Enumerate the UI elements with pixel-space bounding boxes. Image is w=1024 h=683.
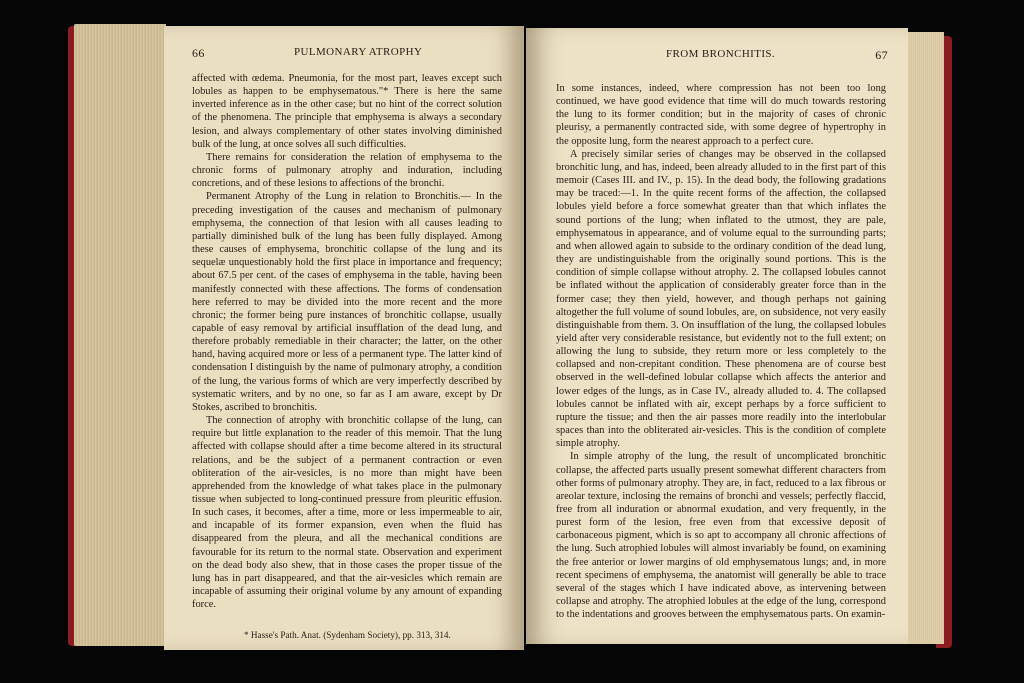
page-edges-right	[906, 32, 944, 644]
running-head: FROM BRONCHITIS.	[666, 48, 776, 60]
page-number: 66	[192, 46, 205, 60]
footnote: * Hasse's Path. Anat. (Sydenham Society), pp. 313, 314.	[244, 630, 451, 640]
page-body	[556, 82, 886, 621]
left-page	[164, 26, 524, 650]
open-book	[64, 18, 958, 658]
paragraph: affected with œdema. Pneumonia, for the most part, leaves except such lobules as happen to be emphysematous."* There is here the same inverted inference as in the other case; but no hint of the correct solution of the phenomena. The principle that emphysema is always a secondary lesion, and always complementary of other states involving diminished bulk of the lung, at once solves all such difficulties.	[192, 73, 502, 150]
page-number: 67	[875, 48, 888, 62]
page-edges-left	[74, 24, 166, 646]
paragraph: In simple atrophy of the lung, the result of uncomplicated bronchitic collapse, the affected parts usually present somewhat different characters from other forms of pulmonary atrophy. They are, in fact, reduced to a lax fibrous or areolar texture, inclosing the remains of bronchi and vessels; perfectly flaccid, free from all induration or abnormal exudation, and very frequently, in the purest form of the lesion, free even from that excessive deposit of carbonaceous pigment, which is so apt to accompany all chronic affections of the lung. Such atrophied lobules will almost invariably be found, on examining the free anterior or lower margins of old emphysematous lungs; and, in more recent specimens of emphysema, the anatomist will generally be able to trace several of the stages which I have indicated above, as intervening between collapse and atrophy. The atrophied lobules at the edge of the lung, correspond to the indentations and grooves between the emphysematous parts. On examin-	[556, 451, 886, 621]
right-page	[526, 28, 908, 644]
paragraph: In some instances, indeed, where compression has not been too long continued, we have good evidence that time will do much towards restoring the lung to its former condition; but in the majority of cases of chronic pleurisy, a permanently contracted side, with some degree of hypertrophy in the opposite lung, form the nearest approach to a perfect cure.	[556, 83, 886, 147]
paragraph: The connection of atrophy with bronchitic collapse of the lung, can require but little explanation to the reader of this memoir. That the lung affected with collapse should after a time become altered in its structural relations, and be the subject of a permanent contraction or even obliteration of the air-vesicles, is no more than might have been apprehended from the knowledge of what takes place in the pulmonary tissue when subjected to long-continued pressure from pleuritic effusion. In such cases, it becomes, after a time, more or less impermeable to air, and incapable of its former expansion, even when the fluid has disappeared from the pleura, and all the mechanical conditions are favourable for its return to the normal state. Observation and experiment on the dead body also shew, that in those cases the proper tissue of the lung has in part disappeared, and that the air-vesicles which remain are incapable of assuming their original volume by any amount of expanding force.	[192, 415, 502, 611]
paragraph: A precisely similar series of changes may be observed in the collapsed bronchitic lung, and has, indeed, been already alluded to in the first part of this memoir (Cases III. and IV., p. 15). In the dead body, the following gradations may be traced:—1. In the quite recent forms of the affection, the collapsed lobules yield before a force somewhat greater than that which inflates the sound portions of the lung; when inflated to the utmost, they are pale, emphysematous in appearance, and of volume equal to the surrounding parts; and when allowed again to subside to the ordinary condition of the dead lung, they are undistinguishable from the originally sound portions. This is the condition of simple collapse without atrophy. 2. The collapsed lobules cannot be inflated without the application of considerably greater force than in the former case; they then yield, however, and though perhaps not gaining altogether the full volume of sound lobules, are, on subsidence, not very easily distinguishable from them. 3. On insufflation of the lung, the collapsed lobules yield after very considerable resistance, but evidently not to the full extent; on allowing the lung to subside, they return more or less completely to the collapsed and non-crepitant condition. These phenomena are of course best observed in the well-defined lobular collapse which affects the anterior and lower edges of the lungs, as in Case IV., already alluded to. 4. The collapsed lobules cannot be inflated with air, except perhaps by a force sufficient to rupture the tissue; and then the air passes more readily into the interlobular spaces than into the obliterated air-vesicles. This is the condition of complete simple atrophy.	[556, 148, 886, 450]
paragraph: There remains for consideration the relation of emphysema to the chronic forms of pulmonary atrophy and induration, including concretions, and of these lesions to affections of the bronchi.	[192, 151, 502, 190]
page-body	[192, 72, 502, 611]
running-head: PULMONARY ATROPHY	[294, 46, 423, 58]
paragraph: Permanent Atrophy of the Lung in relation to Bronchitis.— In the preceding investigation of the causes and mechanism of pulmonary emphysema, the connection of that lesion with all causes leading to partially diminished bulk of the lung has been fully displayed. Among these causes of emphysema, bronchitic collapse of the lung and its sequelæ unquestionably hold the first place in importance and frequency; about 67.5 per cent. of the cases of emphysema in the table, having been manifestly connected with these affections. The forms of condensation here referred to may be divided into the more recent and the more chronic; the former being pure instances of bronchitic collapse, usually capable of easy removal by artificial insufflation of the dead lung, and therefore probably remediable in their character; the latter, on the other hand, having acquired more or less of a permanent type. The latter kind of condensation I distinguish by the name of pulmonary atrophy, a condition of the lung, the various forms of which are very imperfectly described by systematic writers, and by no one, so far as I am aware, except by Dr Stokes, ascribed to bronchitis.	[192, 191, 502, 413]
